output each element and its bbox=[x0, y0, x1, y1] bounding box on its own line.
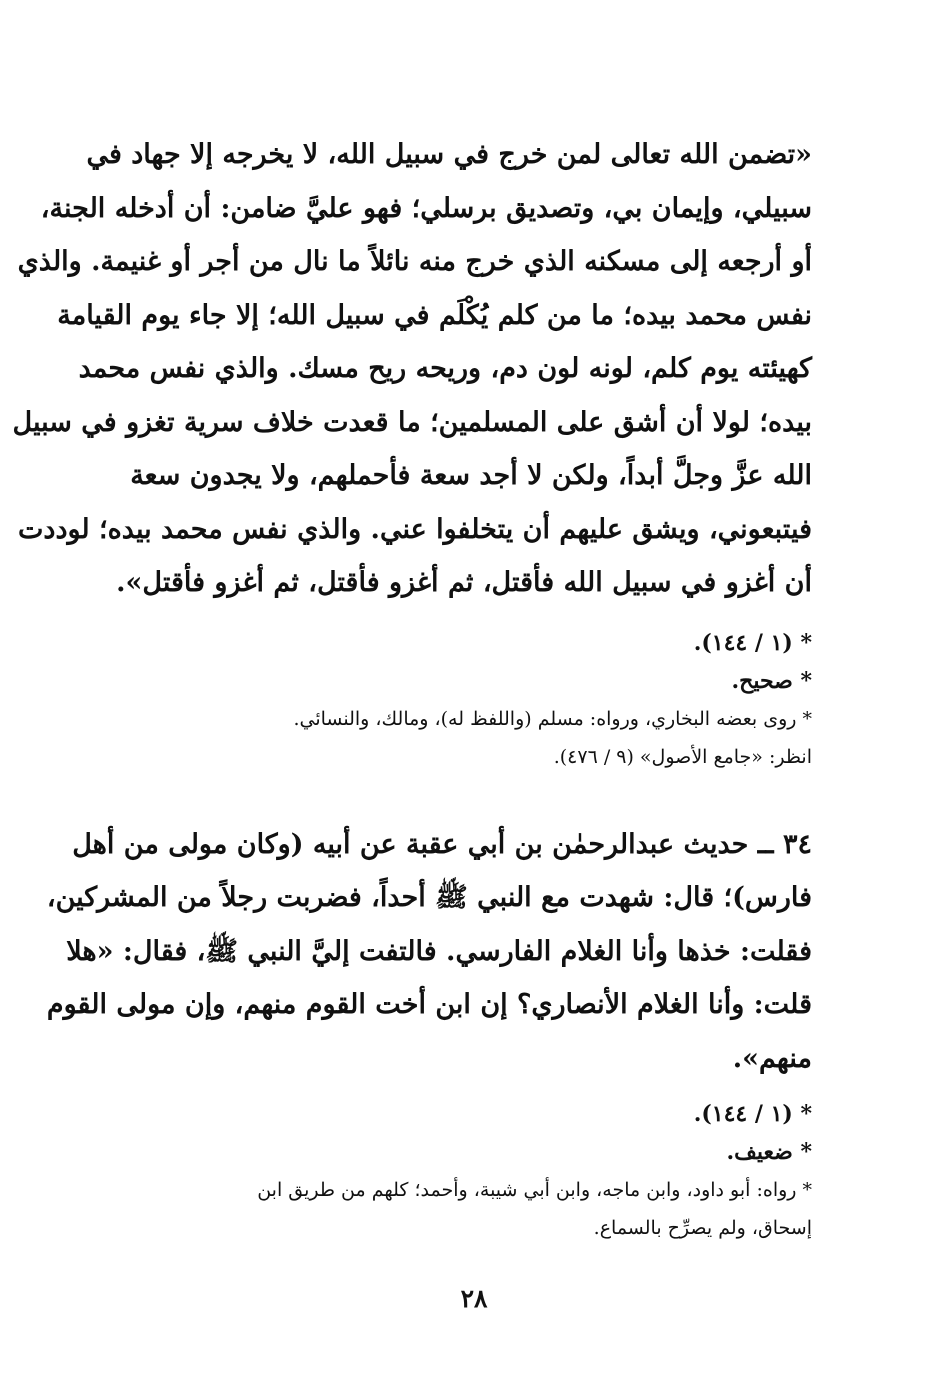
page-number: ٢٨ bbox=[460, 1284, 488, 1313]
hadith-34-text bbox=[46, 818, 812, 1086]
hadith-33-line: سبيلي، وإيمان بي، وتصديق برسلي؛ فهو عليَّ ضامن: أن أدخله الجنة، bbox=[40, 192, 812, 224]
hadith-33-line: «تضمن الله تعالى لمن خرج في سبيل الله، لا يخرجه إلا جهاد في bbox=[86, 139, 812, 170]
hadith-34-grade: * ضعيف. bbox=[726, 1139, 812, 1165]
hadith-33-line: نفس محمد بيده؛ ما من كلم يُكْلَم في سبيل الله؛ إلا جاء يوم القيامة bbox=[57, 299, 812, 331]
hadith-34-line: منهم». bbox=[732, 1042, 812, 1074]
hadith-33-takhrij: * روى بعضه البخاري، ورواه: مسلم (واللفظ له)، ومالك، والنسائي. bbox=[293, 707, 812, 730]
hadith-33-notes bbox=[86, 624, 812, 776]
hadith-34-reference: * (١ / ١٤٤). bbox=[693, 1101, 812, 1127]
hadith-33-line: أو أرجعه إلى مسكنه الذي خرج منه نائلاً ما نال من أجر أو غنيمة. والذي bbox=[17, 246, 812, 277]
hadith-34-notes bbox=[86, 1095, 812, 1247]
hadith-34-takhrij-line: * رواه: أبو داود، وابن ماجه، وابن أبي شيبة، وأحمد؛ كلهم من طريق ابن bbox=[257, 1179, 812, 1201]
hadith-33-see-also: انظر: «جامع الأصول» (٩ / ٤٧٦). bbox=[553, 745, 812, 768]
hadith-33-grade: * صحيح. bbox=[731, 667, 812, 694]
hadith-33-line: الله عزَّ وجلَّ أبداً، ولكن لا أجد سعة فأحملهم، ولا يجدون سعة bbox=[130, 460, 812, 491]
hadith-34-line: ٣٤ ــ حديث عبدالرحمٰن بن أبي عقبة عن أبيه (وكان مولى من أهل bbox=[72, 828, 812, 860]
hadith-33-text bbox=[12, 128, 812, 610]
hadith-33-line: كهيئته يوم كلم، لونه لون دم، وريحه ريح مسك. والذي نفس محمد bbox=[78, 353, 812, 384]
hadith-34-takhrij-line: إسحاق، ولم يصرِّح بالسماع. bbox=[593, 1217, 812, 1239]
hadith-33-line: أن أغزو في سبيل الله فأقتل، ثم أغزو فأقتل، ثم أغزو فأقتل». bbox=[116, 567, 812, 598]
hadith-34-line: فارس)؛ قال: شهدت مع النبي ﷺ أحداً، فضربت رجلاً من المشركين، bbox=[46, 882, 812, 913]
hadith-33-line: فيتبعوني، ويشق عليهم أن يتخلفوا عني. والذي نفس محمد بيده؛ لوددت bbox=[18, 513, 812, 545]
hadith-33-line: بيده؛ لولا أن أشق على المسلمين؛ ما قعدت خلاف سرية تغزو في سبيل bbox=[12, 406, 812, 438]
page-body bbox=[12, 128, 812, 1247]
hadith-34-line: فقلت: خذها وأنا الغلام الفارسي. فالتفت إليَّ النبي ﷺ، فقال: «هلا bbox=[66, 935, 812, 967]
hadith-33-reference: * (١ / ١٤٤). bbox=[693, 629, 812, 656]
hadith-34-line: قلت: وأنا الغلام الأنصاري؟ إن ابن أخت القوم منهم، وإن مولى القوم bbox=[46, 989, 812, 1020]
